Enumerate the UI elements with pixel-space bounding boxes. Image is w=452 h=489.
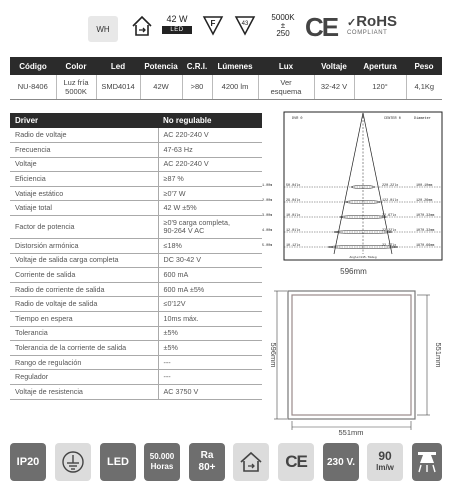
driver-value: ≥87 % [158,172,262,187]
ip20-label: IP20 [16,456,40,468]
table-row [10,268,262,283]
driver-key: Distorsión armónica [10,239,158,254]
lux-left-label: 50.04lx [286,183,301,188]
hours-badge [144,443,180,481]
ip43-icon [234,14,256,36]
cell-lumenes: 4200 lm [212,75,258,99]
ce-mark: CE [305,12,338,42]
driver-table [10,113,262,400]
led-badge [100,443,136,481]
cell-color-line2: 5000K [65,86,87,96]
table-row [10,75,442,99]
cell-voltaje: 32-42 V [314,75,354,99]
driver-key: Rango de regulación [10,355,158,370]
hours-unit: Horas [150,462,174,471]
driver-key: Voltaje de salida carga completa [10,253,158,268]
ip20-badge [10,443,46,481]
lux-left-label: 29.04lx [286,198,301,203]
spec-table [10,57,442,100]
dimension-drawing [265,282,445,437]
driver-key: Tolerancia de la corriente de salida [10,341,158,356]
cell-peso: 4,1Kg [406,75,442,99]
driver-value: ≥0'7 W [158,186,262,201]
driver-value: 600 mA ±5% [158,282,262,297]
driver-value: 47-63 Hz [158,143,262,158]
table-row [10,157,262,172]
cell-cri: >80 [182,75,212,99]
driver-key: Vatiaje estático [10,186,158,201]
lux-right-label: 1070.32mm [416,213,435,218]
cell-lux-line1: Ver [280,77,292,87]
col-lux: Lux [258,57,314,75]
table-row [10,201,262,216]
cell-color-line1: Luz fría [63,77,89,87]
table-row [10,297,262,312]
cell-lux [258,75,314,99]
driver-value: --- [158,370,262,385]
col-codigo: Código [10,57,56,75]
wh-label: WH [96,24,110,34]
f-mark-icon [202,14,224,36]
driver-value: AC 220-240 V [158,157,262,172]
col-potencia: Potencia [140,57,182,75]
table-row [10,326,262,341]
cct-line-2: ± [280,21,286,30]
table-row [10,312,262,327]
ce-label: CE [285,452,307,471]
lux-left-label: 10.01lx [286,213,301,218]
wh-badge [88,16,118,42]
f-mark-label: F [210,19,216,28]
efficacy-value: 90 [378,449,392,463]
driver-value: AC 220-240 V [158,128,262,143]
ce-badge [278,443,314,481]
rohs-badge: ✓RoHS COMPLIANT [347,13,407,36]
driver-key: Radio de corriente de salida [10,282,158,297]
angle-note: Angle=115.78deg [349,256,377,259]
lux-right-label: 1070.32mm [416,228,435,233]
col-color: Color [56,57,96,75]
panel-inner [292,295,411,415]
lux-left-label: 10.12lx [286,243,301,248]
lux-right-label: 120.26mm [416,198,433,203]
driver-header-right: No regulable [158,113,262,128]
ra-label: Ra [200,450,214,461]
driver-value: --- [158,355,262,370]
col-lumenes: Lúmenes [212,57,258,75]
efficacy-badge [367,443,403,481]
cell-color [56,75,96,99]
lux-right-label: 1870.66mm [416,243,435,248]
table-row [10,282,262,297]
cct-badge [268,14,298,38]
col-cri: C.R.I. [182,57,212,75]
driver-value-line2: 90-264 V AC [163,226,205,236]
table-row [10,216,262,239]
panel-outer [288,291,415,419]
table-row [10,239,262,254]
table-row [10,143,262,158]
table-row [10,128,262,143]
lux-mid-label: 22.27lx [382,243,397,248]
driver-value: 600 mA [158,268,262,283]
table-row [10,355,262,370]
ceiling-lamp-icon [412,443,442,481]
col-led: Led [96,57,140,75]
lux-mid-label: 122.01lx [382,198,399,203]
ra-value: 80+ [198,462,216,473]
power-value: 42 W [166,14,188,24]
voltage-label: 230 V. [327,456,355,468]
driver-value: 10ms máx. [158,312,262,327]
lux-mid-label: 22.22lx [382,228,397,233]
driver-value: AC 3750 V [158,385,262,400]
cell-potencia: 42W [140,75,182,99]
driver-value: ≤0'12V [158,297,262,312]
height-label: 5.00m [262,243,273,248]
dim-left-label: 596mm [269,342,278,368]
cell-lux-line2: esquema [270,86,302,96]
cell-led: SMD4014 [96,75,140,99]
driver-value: 42 W ±5% [158,201,262,216]
lux-left-label: 12.01lx [286,228,301,233]
driver-key: Frecuencia [10,143,158,158]
indoor-house-icon [130,14,154,38]
corner-label-right: Diameter [414,117,431,121]
rohs-sub-label: COMPLIANT [347,30,388,36]
table-row [10,341,262,356]
table-row [10,172,262,187]
driver-value [158,216,262,239]
driver-value: DC 30-42 V [158,253,262,268]
dim-right-label: 551mm [434,342,443,368]
height-label: 1.00m [262,183,273,188]
driver-key: Factor de potencia [10,216,158,239]
driver-key: Vatiaje total [10,201,158,216]
driver-key: Tiempo en espera [10,312,158,327]
driver-key: Voltaje [10,157,158,172]
driver-key: Voltaje de resistencia [10,385,158,400]
ground-class-icon [55,443,91,481]
lux-right-label: 100.10mm [416,183,433,188]
photometric-diagram [262,111,445,261]
cell-apertura: 120° [354,75,406,99]
power-rating-badge [162,14,192,34]
height-label: 2.00m [262,198,273,203]
corner-label-left: DVR 0 [292,117,303,121]
table-row [10,370,262,385]
height-label: 3.00m [262,213,273,218]
led-tag: LED [162,26,192,34]
driver-key: Radio de voltaje de salida [10,297,158,312]
driver-value: ±5% [158,326,262,341]
driver-key: Eficiencia [10,172,158,187]
led-label: LED [107,456,129,468]
cct-line-3: 250 [276,29,290,38]
driver-key: Regulador [10,370,158,385]
col-voltaje: Voltaje [314,57,354,75]
indoor-use-icon [233,443,269,481]
col-peso: Peso [406,57,442,75]
driver-key: Radio de voltaje [10,128,158,143]
col-apertura: Apertura [354,57,406,75]
driver-header-left: Driver [10,113,158,128]
efficacy-unit: lm/w [376,463,394,472]
photometric-width-label: 596mm [340,267,367,276]
lux-mid-label: 220.22lx [382,183,399,188]
voltage-badge [323,443,359,481]
cct-line-1: 5000K [271,13,295,22]
rohs-label: RoHS [356,13,398,30]
driver-value-line1: ≥0'9 carga completa, [163,218,230,228]
driver-key: Corriente de salida [10,268,158,283]
driver-key: Tolerancia [10,326,158,341]
table-row [10,186,262,201]
driver-value: ±5% [158,341,262,356]
dim-bottom-label: 551mm [338,428,364,437]
bottom-icon-row [10,443,442,481]
hours-value: 50.000 [149,452,175,461]
table-row [10,253,262,268]
lux-mid-label: 22.67lx [382,213,397,218]
corner-label-mid: CENTER 0 [384,117,401,121]
cri-badge [189,443,225,481]
table-row [10,385,262,400]
ip43-label: 43 [241,21,249,27]
cell-codigo: NU-8406 [10,75,56,99]
height-label: 4.00m [262,228,273,233]
driver-value: ≤18% [158,239,262,254]
